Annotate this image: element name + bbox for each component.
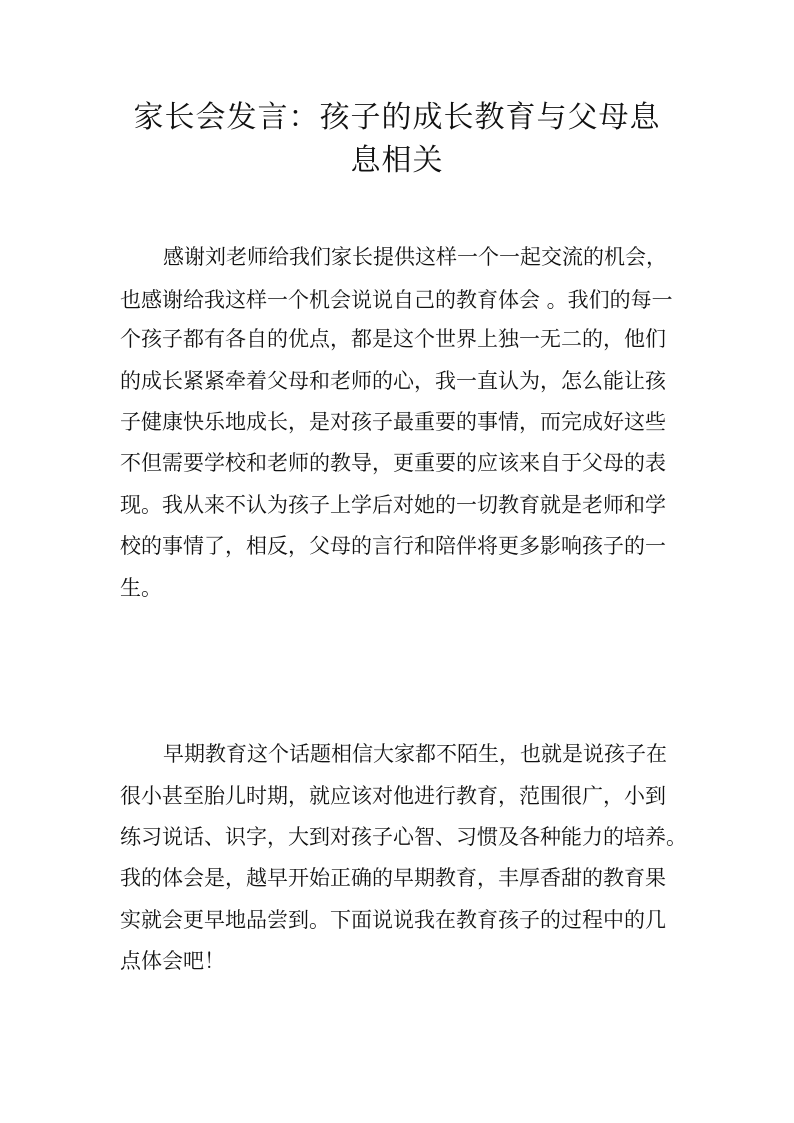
paragraph-2-line-6: 点体会吧！ — [120, 949, 225, 973]
paragraph-1-line-2: 也感谢给我这样一个机会说说自己的教育体会 。我们的每一 — [120, 288, 673, 312]
paragraph-1-line-6: 不但需要学校和老师的教导，更重要的应该来自于父母的表 — [120, 451, 666, 475]
paragraph-1-line-9: 生。 — [120, 576, 162, 600]
paragraph-1-line-1: 感谢刘老师给我们家长提供这样一个一起交流的机会， — [163, 245, 667, 269]
paragraph-1-line-8: 校的事情了，相反，父母的言行和陪伴将更多影响孩子的一 — [120, 534, 666, 558]
paragraph-2-line-2: 很小甚至胎儿时期，就应该对他进行教育，范围很广，小到 — [120, 784, 666, 808]
paragraph-2-line-4: 我的体会是，越早开始正确的早期教育，丰厚香甜的教育果 — [120, 866, 666, 890]
paragraph-2-line-1: 早期教育这个话题相信大家都不陌生，也就是说孩子在 — [163, 742, 667, 766]
paragraph-1-line-3: 个孩子都有各自的优点，都是这个世界上独一无二的，他们 — [120, 327, 666, 351]
document-title-line-2: 息相关 — [350, 143, 444, 178]
paragraph-1-line-7: 现。我从来不认为孩子上学后对她的一切教育就是老师和学 — [120, 493, 666, 517]
paragraph-1-line-4: 的成长紧紧牵着父母和老师的心，我一直认为，怎么能让孩 — [120, 369, 666, 393]
paragraph-2-line-5: 实就会更早地品尝到。下面说说我在教育孩子的过程中的几 — [120, 908, 666, 932]
paragraph-2-line-3: 练习说话、识字，大到对孩子心智、习惯及各种能力的培养。 — [120, 825, 687, 849]
document-title-line-1: 家长会发言：孩子的成长教育与父母息 — [133, 100, 661, 135]
paragraph-1-line-5: 子健康快乐地成长，是对孩子最重要的事情，而完成好这些 — [120, 410, 666, 434]
